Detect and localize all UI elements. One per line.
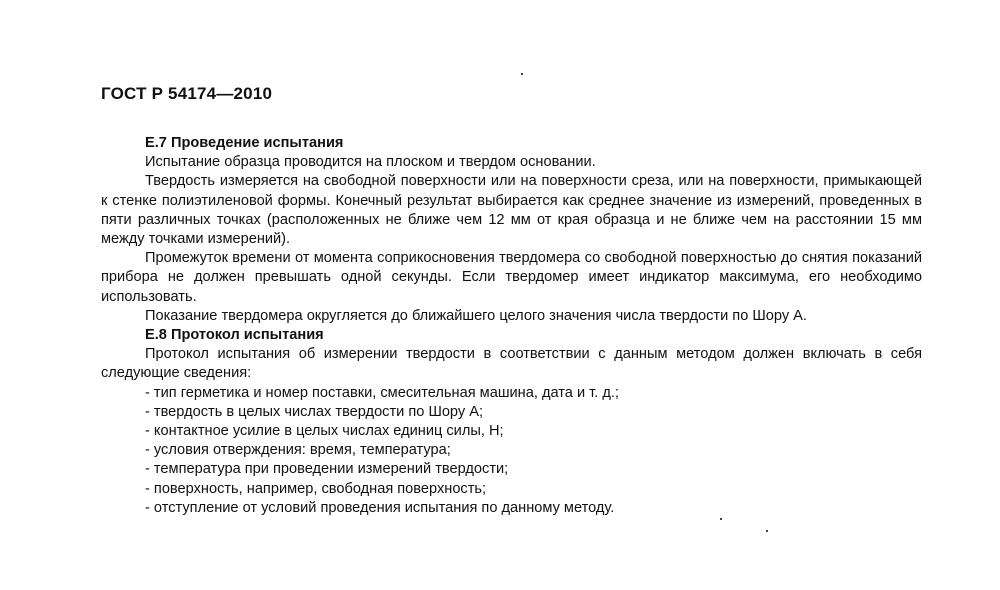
paragraph: Испытание образца проводится на плоском и твердом основании.	[145, 154, 596, 171]
paragraph: Протокол испытания об измерении твердости в соответствии с данным методом должен включать в себя следующие сведения:	[101, 346, 922, 382]
document-body	[101, 134, 922, 518]
list-item: - температура при проведении измерений твердости;	[145, 461, 509, 478]
protocol-items-list	[101, 384, 922, 518]
list-item: - поверхность, например, свободная поверхность;	[145, 480, 487, 497]
paragraph: Промежуток времени от момента соприкосновения твердомера со свободной поверхностью до снятия показаний прибора не должен превышать одной секунды. Если твердомер имеет индикатор максимума, его необходимо использовать.	[101, 250, 922, 305]
section-heading-e7: Е.7 Проведение испытания	[145, 135, 344, 151]
list-item: - контактное усилие в целых числах единиц силы, Н;	[145, 423, 504, 440]
paragraph: Показание твердомера округляется до ближайшего целого значения числа твердости по Шору А.	[145, 307, 807, 324]
list-item: - тип герметика и номер поставки, смесительная машина, дата и т. д.;	[145, 384, 619, 401]
list-item: - отступление от условий проведения испытания по данному методу.	[145, 499, 615, 516]
scan-speck	[766, 530, 768, 532]
paragraph: Твердость измеряется на свободной поверхности или на поверхности среза, или на поверхности, примыкающей к стенке полиэтиленовой формы. Конечный результат выбирается как среднее значение из измерений, проведенных в пяти различных точках (расположенных не ближе чем 12 мм от края образца и не ближе чем на расстоянии 15 мм между точками измерений).	[101, 173, 922, 248]
list-item: - твердость в целых числах твердости по Шору А;	[145, 403, 484, 420]
scan-speck	[720, 518, 722, 520]
scan-speck	[521, 73, 523, 75]
section-heading-e8: Е.8 Протокол испытания	[145, 327, 324, 344]
document-header: ГОСТ Р 54174—2010	[101, 84, 273, 103]
list-item: - условия отверждения: время, температура;	[145, 442, 451, 459]
